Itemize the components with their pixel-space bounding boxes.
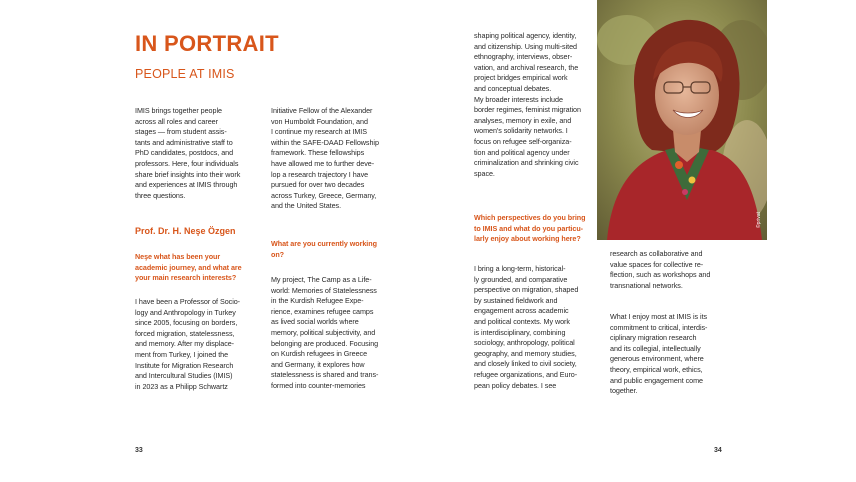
answer-1-part-a: I have been a Professor of Socio- logy and Anthropology in Turkey since 2005, focusing on borders, forced migration, statelessness, and memory. After my displace- ment from Turkey, I joined the Institute for Migration Research and Intercultural Studies (IMIS) in 2023 as a Philipp Schwartz [135, 297, 241, 391]
answer-3-part-b: research as collaborative and value spaces for collective re- flection, such as workshops and transnational networks. [610, 249, 711, 290]
portrait-photo [597, 0, 767, 240]
intro-text: IMIS brings together people across all roles and career stages — from student assis- tants and administrative staff to PhD candidates, postdocs, and professors. Here, four individuals share brief insights into their work and experiences at IMIS through three questions. [135, 106, 241, 200]
page-title: IN PORTRAIT [135, 31, 279, 56]
answer-2-part-a: My project, The Camp as a Life- world: Memories of Statelessness in the Kurdish Refugee Expe- rience, examines refugee camps as lived social worlds where memory, political subjectivity, and belonging are produced. Focusing on Kurdish refugees in Greece and Germany, it explores how statelessness is shared and trans- formed into counter-memories [271, 275, 379, 390]
page-number-right: 34 [714, 447, 722, 454]
answer-2-part-b: shaping political agency, identity, and citizenship. Using multi-sited ethnography, interviews, obser- vation, and archival research, the project bridges empirical work and conceptual debates. My broader interests include border regimes, feminist migration analyses, memory in exile, and women's solidarity networks. I focus on refugee self-organiza- tion and political agency under criminalization and shrinking civic space. [474, 31, 581, 178]
question-1: Neşe what has been your academic journey, and what are your main research interests? [135, 252, 242, 283]
answer-3-part-c: What I enjoy most at IMIS is its commitment to critical, interdis- ciplinary migration research and its collegial, intellectually generous environment, where theory, empirical work, ethics, and public engagement come together. [610, 312, 708, 396]
question-3: Which perspectives do you bring to IMIS and what do you particu- larly enjoy about working here? [474, 213, 586, 244]
question-2: What are you currently working on? [271, 239, 377, 259]
page-subtitle: PEOPLE AT IMIS [135, 67, 235, 81]
answer-1-part-b: Initiative Fellow of the Alexander von Humboldt Foundation, and I continue my research at IMIS within the SAFE-DAAD Fellowship framework. These fellowships have allowed me to further deve- lop a research trajectory I have pursued for over two decades across Turkey, Greece, Germany, and the United States. [271, 106, 379, 211]
photo-credit: ©privat [756, 212, 762, 228]
portrait-illustration [597, 0, 767, 240]
page-number-left: 33 [135, 447, 143, 454]
profile-name: Prof. Dr. H. Neşe Özgen [135, 226, 236, 236]
answer-3-part-a: I bring a long-term, historical- ly grounded, and comparative perspective on migration, shaped by sustained fieldwork and engagement across academic and political contexts. My work is interdisciplinary, combining sociology, anthropology, political geography, and memory studies, and closely linked to civil society, refugee organizations, and Euro- pean policy debates. I see [474, 264, 579, 390]
